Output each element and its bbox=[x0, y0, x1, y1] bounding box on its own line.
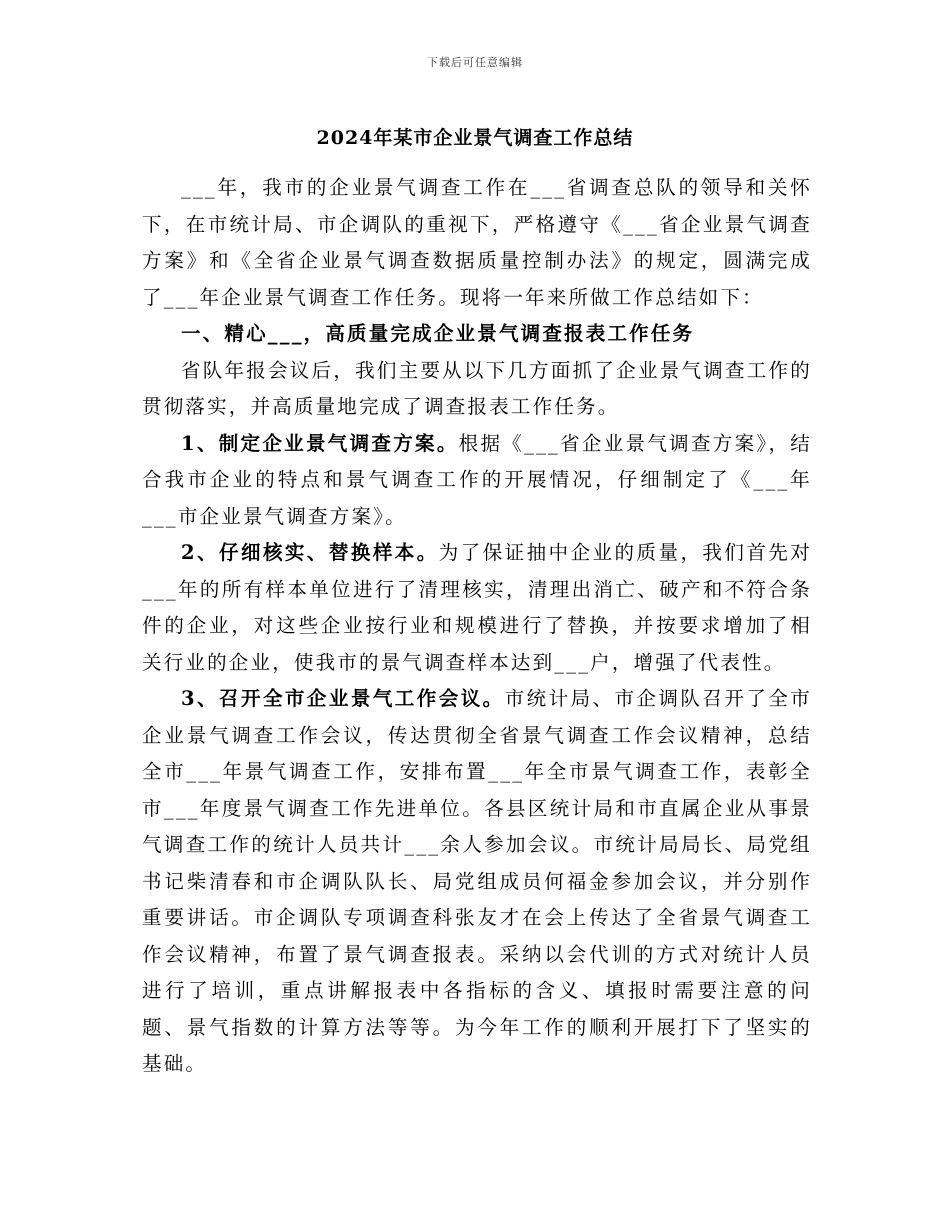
item-2-lead: 2、仔细核实、替换样本。 bbox=[181, 541, 439, 564]
item-1-paragraph bbox=[142, 426, 812, 536]
item-1-text: 根据《___省企业景气调查方案》，结合我市企业的特点和景气调查工作的开展情况，仔细制定了《___年___市企业景气调查方案》。 bbox=[142, 431, 812, 528]
section-1-intro-paragraph: 省队年报会议后，我们主要从以下几方面抓了企业景气调查工作的贯彻落实，并高质量地完成了调查报表工作任务。 bbox=[142, 358, 812, 418]
item-2-text: 为了保证抽中企业的质量，我们首先对___年的所有样本单位进行了清理核实，清理出消亡、破产和不符合条件的企业，对这些企业按行业和规模进行了替换，并按要求增加了相关行业的企业，使我市的景气调查样本达到___户，增强了代表性。 bbox=[142, 541, 813, 674]
header-note: 下载后可任意编辑 bbox=[427, 56, 523, 69]
item-3-text: 市统计局、市企调队召开了全市企业景气调查工作会议，传达贯彻全省景气调查工作会议精神，总结全市___年景气调查工作，安排布置___年全市景气调查工作，表彰全市___年度景气调查工作先进单位。各县区统计局和市直属企业从事景气调查工作的统计人员共计___余人参加会议。市统计局局长、局党组书记柴清春和市企调队队长、局党组成员何福金参加会议，并分别作重要讲话。市企调队专项调查科张友才在会上传达了全省景气调查工作会议精神，布置了景气调查报表。采纳以会代训的方式对统计人员进行了培训，重点讲解报表中各指标的含义、填报时需要注意的问题、景气指数的计算方法等等。为今年工作的顺利开展打下了坚实的基础。 bbox=[142, 687, 812, 1075]
item-2-paragraph bbox=[142, 535, 812, 681]
item-3-lead: 3、召开全市企业景气工作会议。 bbox=[181, 687, 505, 710]
intro-paragraph: ___年，我市的企业景气调查工作在___省调查总队的领导和关怀下，在市统计局、市企调队的重视下，严格遵守《___省企业景气调查方案》和《全省企业景气调查数据质量控制办法》的规定，圆满完成了___年企业景气调查工作任务。现将一年来所做工作总结如下： bbox=[142, 176, 812, 309]
section-heading-1: 一、精心___，高质量完成企业景气调查报表工作任务 bbox=[181, 322, 695, 345]
document-body bbox=[142, 170, 812, 1083]
document-title: 2024年某市企业景气调查工作总结 bbox=[316, 127, 634, 149]
item-3-paragraph bbox=[142, 681, 812, 1083]
item-1-lead: 1、制定企业景气调查方案。 bbox=[181, 431, 459, 455]
